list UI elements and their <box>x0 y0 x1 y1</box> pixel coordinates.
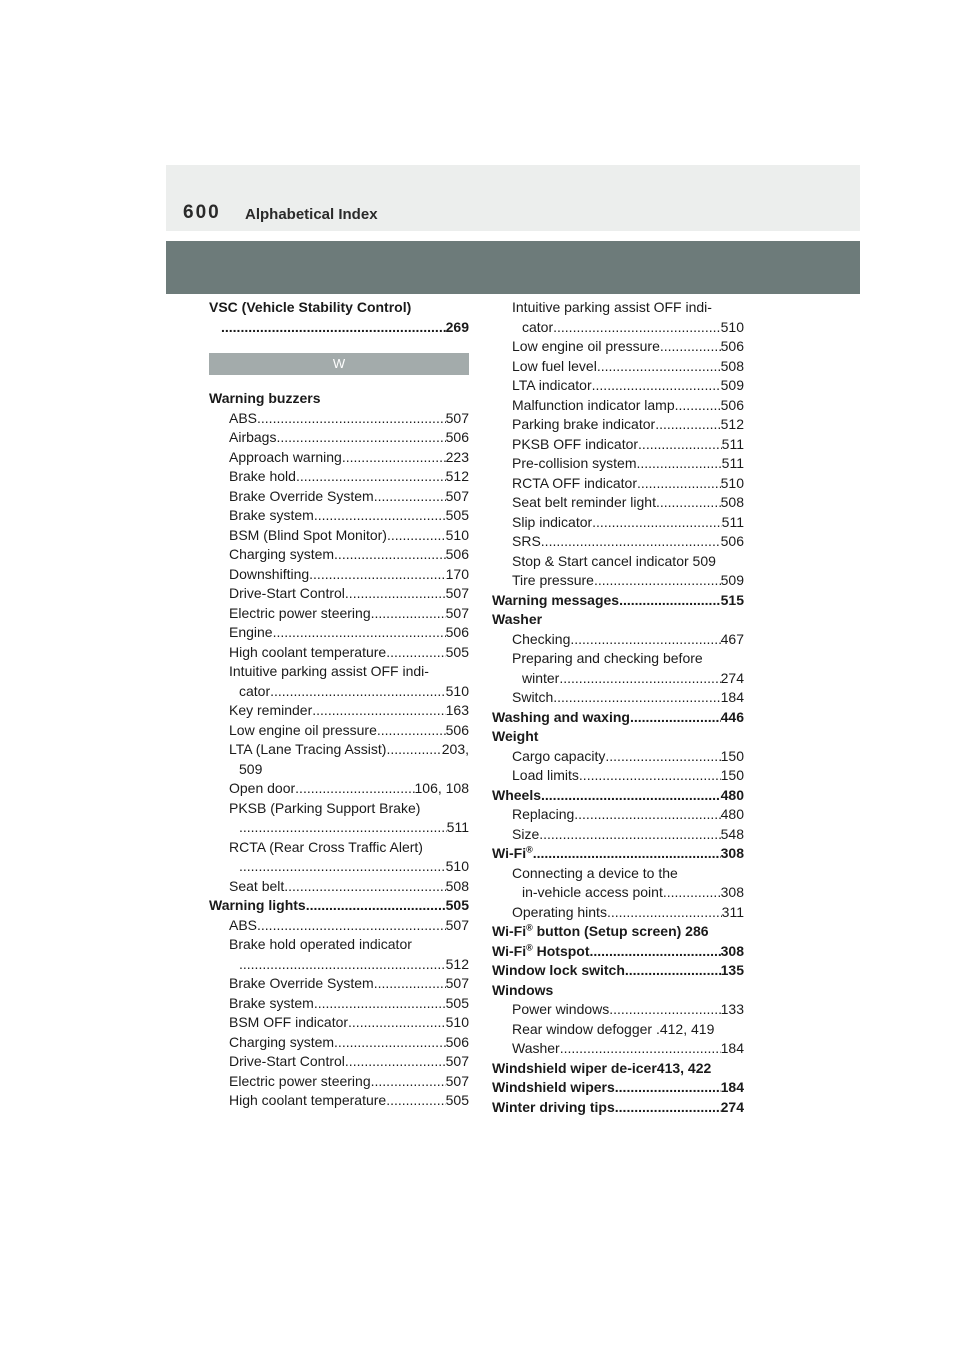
index-entry-lights-abs: ABS ..... 507 <box>209 916 469 936</box>
index-entry-rcta: RCTA (Rear Cross Traffic Alert) <box>229 838 423 855</box>
registered-mark: ® <box>526 941 533 952</box>
index-entry-cargo-capacity: Cargo capacity ..... 150 <box>492 747 744 767</box>
index-entry-ipa-cont: cator ..... 510 <box>209 682 469 702</box>
index-entry: Charging system ..... 506 <box>209 545 469 565</box>
index-entry: Low fuel level ..... 508 <box>492 357 744 377</box>
index-entry-stop-start: Stop & Start cancel indicator 509 <box>512 552 716 569</box>
index-entry: Electric power steering ..... 507 <box>209 604 469 624</box>
index-entry-ipa-right-cont: cator ..... 510 <box>492 318 744 338</box>
index-heading-weight: Weight <box>492 728 539 744</box>
index-entry-lta-cont: 509 <box>239 760 263 777</box>
index-entry: Seat belt reminder light ..... 508 <box>492 493 744 513</box>
index-entry: RCTA OFF indicator ..... 510 <box>492 474 744 494</box>
index-entry: Low engine oil pressure ..... 506 <box>492 337 744 357</box>
registered-mark: ® <box>526 844 533 855</box>
index-entry-washer-prep-cont: winter ..... 274 <box>492 669 744 689</box>
index-entry: Malfunction indicator lamp ..... 506 <box>492 396 744 416</box>
index-heading-wifi-hotspot: Wi-Fi® Hotspot ..... 308 <box>492 942 744 962</box>
index-entry: Slip indicator ..... 511 <box>492 513 744 533</box>
registered-mark: ® <box>526 922 533 933</box>
index-entry: Airbags ..... 506 <box>209 428 469 448</box>
header-band <box>166 241 860 294</box>
index-entry-windows-washer: Washer ..... 184 <box>492 1039 744 1059</box>
index-heading-windows: Windows <box>492 981 554 998</box>
index-entry-wifi-connect: Connecting a device to the <box>512 864 678 881</box>
warning-buzzers-list <box>209 409 469 663</box>
index-entry-wheels-size: Size ..... 548 <box>492 825 744 845</box>
index-heading-winter-tips: Winter driving tips ..... 274 <box>492 1098 744 1118</box>
index-entry: Engine ..... 506 <box>209 623 469 643</box>
letter-divider-w: W <box>209 353 469 375</box>
index-entry-pksb: PKSB (Parking Support Brake) <box>229 799 421 816</box>
index-entry: Drive-Start Control ..... 507 <box>209 584 469 604</box>
index-entry-wifi-connect-cont: in-vehicle access point ..... 308 <box>492 883 744 903</box>
warning-lights-list <box>209 974 469 1111</box>
index-entry-open-door: Open door ..... 106, 108 <box>209 779 469 799</box>
index-entry-rcta-cont: ..... 510 <box>209 857 469 877</box>
index-column-left <box>209 298 469 1111</box>
index-heading-warning-messages: Warning messages ..... 515 <box>492 591 744 611</box>
index-heading-wifi: Wi-Fi® ..... 308 <box>492 844 744 864</box>
index-entry: BSM OFF indicator ..... 510 <box>209 1013 469 1033</box>
index-entry: Brake Override System ..... 507 <box>209 487 469 507</box>
index-entry-tire-pressure: Tire pressure ..... 509 <box>492 571 744 591</box>
index-entry: High coolant temperature ..... 505 <box>209 643 469 663</box>
index-entry: BSM (Blind Spot Monitor) ..... 510 <box>209 526 469 546</box>
index-entry: Electric power steering ..... 507 <box>209 1072 469 1092</box>
index-entry-power-windows: Power windows ..... 133 <box>492 1000 744 1020</box>
index-entry-ipa-right: Intuitive parking assist OFF indi- <box>512 299 712 315</box>
index-entry-pksb-cont: ..... 511 <box>209 818 469 838</box>
index-entry: Key reminder ..... 163 <box>209 701 469 721</box>
index-entry-brake-hold-indicator-cont: ..... 512 <box>209 955 469 975</box>
index-column-right <box>492 298 744 1117</box>
index-entry-lta: LTA (Lane Tracing Assist) ..... 203, <box>209 740 469 760</box>
index-entry-brake-hold-indicator: Brake hold operated indicator <box>229 936 412 952</box>
index-entry: High coolant temperature ..... 505 <box>209 1091 469 1111</box>
index-entry-washer-prep: Preparing and checking before <box>512 650 703 666</box>
index-entry-washer-checking: Checking ..... 467 <box>492 630 744 650</box>
index-entry-wifi-hints: Operating hints ..... 311 <box>492 903 744 923</box>
index-entry: Brake system ..... 505 <box>209 994 469 1014</box>
index-heading-wheels: Wheels ..... 480 <box>492 786 744 806</box>
index-entry: PKSB OFF indicator ..... 511 <box>492 435 744 455</box>
index-entry: Approach warning ..... 223 <box>209 448 469 468</box>
index-heading-window-lock: Window lock switch ..... 135 <box>492 961 744 981</box>
index-entry: Brake Override System ..... 507 <box>209 974 469 994</box>
page-number: 600 <box>183 202 221 223</box>
index-entry: Low engine oil pressure ..... 506 <box>209 721 469 741</box>
index-entry-ipa: Intuitive parking assist OFF indi- <box>229 663 429 679</box>
index-heading-warning-lights: Warning lights ..... 505 <box>209 896 469 916</box>
index-entry: Charging system ..... 506 <box>209 1033 469 1053</box>
index-entry: Parking brake indicator ..... 512 <box>492 415 744 435</box>
index-entry: SRS ..... 506 <box>492 532 744 552</box>
index-heading-deicer: Windshield wiper de-icer413, 422 <box>492 1059 712 1076</box>
index-heading-washing-waxing: Washing and waxing ..... 446 <box>492 708 744 728</box>
warning-lights-list-right <box>492 337 744 552</box>
index-heading-washer: Washer <box>492 611 543 627</box>
index-entry: Pre-collision system ..... 511 <box>492 454 744 474</box>
index-entry-vsc: VSC (Vehicle Stability Control) ..... 269 <box>209 298 469 337</box>
index-entry: Downshifting ..... 170 <box>209 565 469 585</box>
warning-buzzers-list-2 <box>209 701 469 740</box>
section-title: Alphabetical Index <box>245 206 378 223</box>
index-entry-rear-defogger: Rear window defogger .412, 419 <box>512 1020 715 1037</box>
index-heading-wipers: Windshield wipers ..... 184 <box>492 1078 744 1098</box>
index-heading-wifi-button: Wi-Fi® button (Setup screen) 286 <box>492 922 709 939</box>
index-entry: ABS ..... 507 <box>209 409 469 429</box>
index-entry: Brake system ..... 505 <box>209 506 469 526</box>
index-entry-wheels-replacing: Replacing ..... 480 <box>492 805 744 825</box>
index-entry: LTA indicator ..... 509 <box>492 376 744 396</box>
index-entry-seat-belt: Seat belt ..... 508 <box>209 877 469 897</box>
index-entry: Brake hold ..... 512 <box>209 467 469 487</box>
index-entry-washer-switch: Switch ..... 184 <box>492 688 744 708</box>
index-entry-load-limits: Load limits ..... 150 <box>492 766 744 786</box>
index-entry: Drive-Start Control ..... 507 <box>209 1052 469 1072</box>
index-heading-warning-buzzers: Warning buzzers <box>209 390 321 406</box>
